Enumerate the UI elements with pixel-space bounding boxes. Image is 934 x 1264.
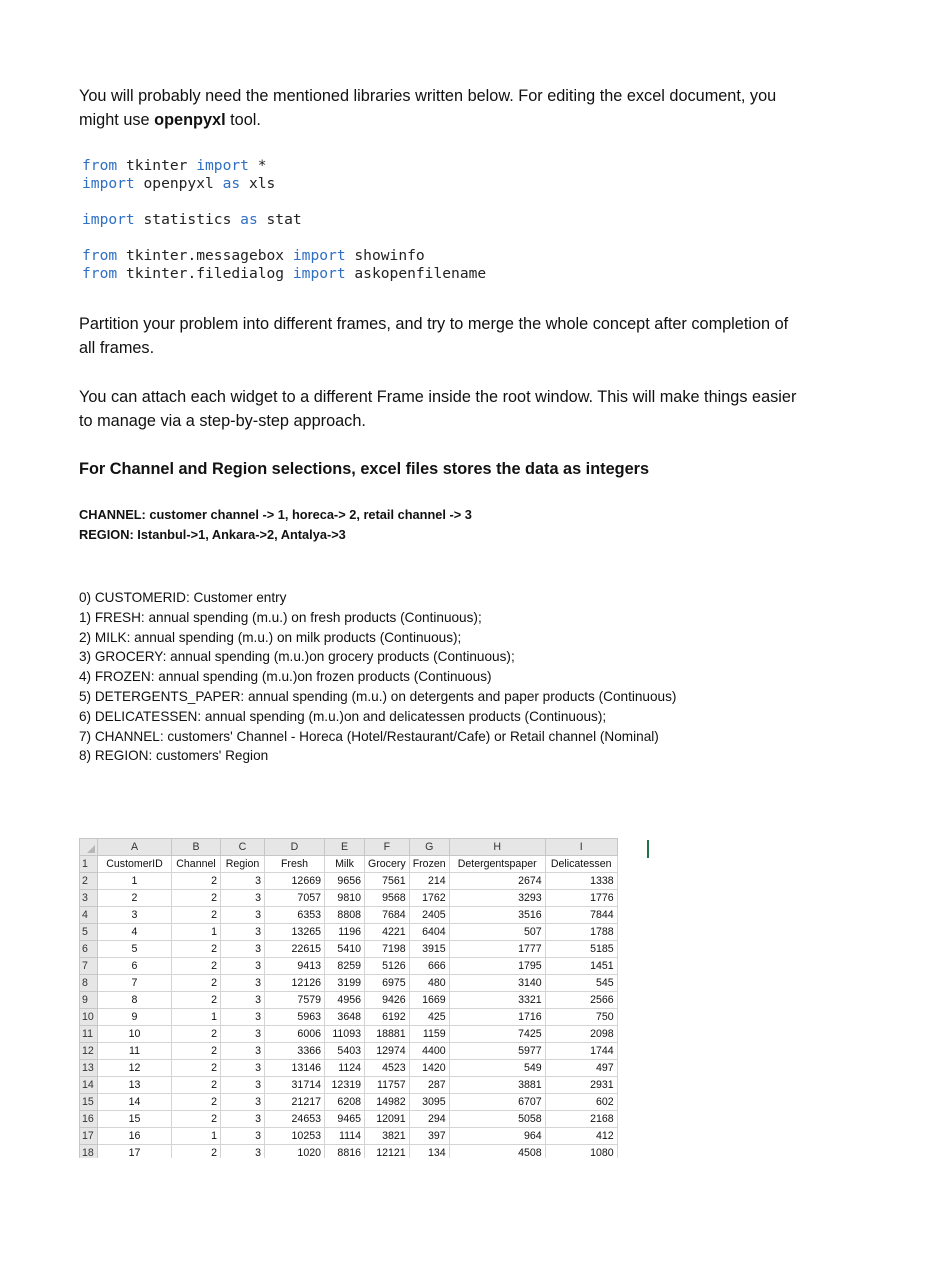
cell[interactable]: 3 xyxy=(221,975,265,992)
cell[interactable]: 1669 xyxy=(409,992,449,1009)
cell[interactable]: 31714 xyxy=(265,1077,325,1094)
row-number[interactable]: 12 xyxy=(80,1043,98,1060)
cell[interactable]: 3095 xyxy=(409,1094,449,1111)
column-header-h[interactable]: H xyxy=(449,839,545,856)
cell[interactable]: 1762 xyxy=(409,890,449,907)
cell[interactable]: 425 xyxy=(409,1009,449,1026)
cell[interactable]: 12 xyxy=(98,1060,172,1077)
table-row xyxy=(80,1043,618,1060)
cell[interactable]: 21217 xyxy=(265,1094,325,1111)
cell[interactable]: 6208 xyxy=(325,1094,365,1111)
table-row xyxy=(80,873,618,890)
cell[interactable]: 1795 xyxy=(449,958,545,975)
cell[interactable]: 3199 xyxy=(325,975,365,992)
header-cell[interactable]: Grocery xyxy=(365,856,410,873)
cell[interactable]: 7684 xyxy=(365,907,410,924)
cell[interactable]: 412 xyxy=(545,1128,617,1145)
cell[interactable]: 497 xyxy=(545,1060,617,1077)
intro-line-2-pre: might use xyxy=(79,111,155,129)
cell[interactable]: 7198 xyxy=(365,941,410,958)
header-cell[interactable]: Fresh xyxy=(265,856,325,873)
cell[interactable]: 3 xyxy=(221,1145,265,1159)
cell[interactable]: 3 xyxy=(221,1094,265,1111)
cell[interactable]: 6707 xyxy=(449,1094,545,1111)
section-heading: For Channel and Region selections, excel files stores the data as integers xyxy=(79,460,650,478)
spreadsheet-screenshot xyxy=(79,838,647,1158)
cell[interactable]: 134 xyxy=(409,1145,449,1159)
cell[interactable]: 4221 xyxy=(365,924,410,941)
cell[interactable]: 4956 xyxy=(325,992,365,1009)
column-header-e[interactable]: E xyxy=(325,839,365,856)
header-cell[interactable]: CustomerID xyxy=(98,856,172,873)
cell[interactable]: 12121 xyxy=(365,1145,410,1159)
cell[interactable]: 3881 xyxy=(449,1077,545,1094)
cell[interactable]: 1744 xyxy=(545,1043,617,1060)
row-number[interactable]: 8 xyxy=(80,975,98,992)
column-header-i[interactable]: I xyxy=(545,839,617,856)
cell[interactable]: 6192 xyxy=(365,1009,410,1026)
column-header-d[interactable]: D xyxy=(265,839,325,856)
cell[interactable]: 16 xyxy=(98,1128,172,1145)
intro-paragraph xyxy=(79,84,854,132)
row-number: 1 xyxy=(80,856,98,873)
cell[interactable]: 5403 xyxy=(325,1043,365,1060)
cell[interactable]: 294 xyxy=(409,1111,449,1128)
cell[interactable]: 3 xyxy=(221,1009,265,1026)
cell[interactable]: 18881 xyxy=(365,1026,410,1043)
cell[interactable]: 9413 xyxy=(265,958,325,975)
cell[interactable]: 3821 xyxy=(365,1128,410,1145)
cell[interactable]: 3 xyxy=(98,907,172,924)
cell[interactable]: 2 xyxy=(172,1145,221,1159)
cell[interactable]: 2 xyxy=(172,975,221,992)
intro-line-2-post: tool. xyxy=(225,111,261,129)
cell[interactable]: 9426 xyxy=(365,992,410,1009)
cell[interactable]: 2 xyxy=(172,1111,221,1128)
header-cell[interactable]: Detergentspaper xyxy=(449,856,545,873)
cell[interactable]: 1114 xyxy=(325,1128,365,1145)
cell[interactable]: 12126 xyxy=(265,975,325,992)
cell[interactable]: 2 xyxy=(172,1043,221,1060)
table-row xyxy=(80,975,618,992)
cell[interactable]: 2 xyxy=(172,941,221,958)
cell[interactable]: 3 xyxy=(221,992,265,1009)
cell[interactable]: 13265 xyxy=(265,924,325,941)
cell[interactable]: 5126 xyxy=(365,958,410,975)
cell[interactable]: 3516 xyxy=(449,907,545,924)
cell[interactable]: 11757 xyxy=(365,1077,410,1094)
row-number[interactable]: 3 xyxy=(80,890,98,907)
cell[interactable]: 10253 xyxy=(265,1128,325,1145)
attribute-item: 5) DETERGENTS_PAPER: annual spending (m.u.) on detergents and paper products (Continuous) xyxy=(79,688,677,704)
cell[interactable]: 3321 xyxy=(449,992,545,1009)
cell[interactable]: 1 xyxy=(172,1128,221,1145)
cell[interactable]: 3 xyxy=(221,1128,265,1145)
frames-line-1: You can attach each widget to a different Frame inside the root window. This will make things easier xyxy=(79,388,797,406)
code-line-5: from tkinter.filedialog import askopenfilename xyxy=(82,265,487,282)
cell[interactable]: 1451 xyxy=(545,958,617,975)
cell[interactable]: 750 xyxy=(545,1009,617,1026)
attribute-item: 1) FRESH: annual spending (m.u.) on fresh products (Continuous); xyxy=(79,609,482,625)
header-cell[interactable]: Delicatessen xyxy=(545,856,617,873)
cell[interactable]: 2 xyxy=(172,907,221,924)
cell[interactable]: 4523 xyxy=(365,1060,410,1077)
table-row xyxy=(80,941,618,958)
sheet-edge-indicator xyxy=(647,840,649,858)
cell[interactable]: 5058 xyxy=(449,1111,545,1128)
cell[interactable]: 3 xyxy=(221,890,265,907)
cell[interactable]: 3140 xyxy=(449,975,545,992)
row-number[interactable]: 14 xyxy=(80,1077,98,1094)
header-cell[interactable]: Frozen xyxy=(409,856,449,873)
cell[interactable]: 1420 xyxy=(409,1060,449,1077)
cell[interactable]: 7579 xyxy=(265,992,325,1009)
cell[interactable]: 214 xyxy=(409,873,449,890)
table-row xyxy=(80,958,618,975)
cell[interactable]: 12091 xyxy=(365,1111,410,1128)
table-row xyxy=(80,1145,618,1159)
attribute-item: 3) GROCERY: annual spending (m.u.)on grocery products (Continuous); xyxy=(79,649,515,665)
table-row xyxy=(80,924,618,941)
cell[interactable]: 5185 xyxy=(545,941,617,958)
cell[interactable]: 10 xyxy=(98,1026,172,1043)
cell[interactable]: 2 xyxy=(172,992,221,1009)
cell[interactable]: 9 xyxy=(98,1009,172,1026)
column-letter-row xyxy=(80,839,618,856)
cell[interactable]: 13 xyxy=(98,1077,172,1094)
header-cell[interactable]: Region xyxy=(221,856,265,873)
row-number[interactable]: 9 xyxy=(80,992,98,1009)
row-number[interactable]: 13 xyxy=(80,1060,98,1077)
cell[interactable]: 3 xyxy=(221,958,265,975)
table-row xyxy=(80,1009,618,1026)
cell[interactable]: 7844 xyxy=(545,907,617,924)
cell[interactable]: 8808 xyxy=(325,907,365,924)
cell[interactable]: 4508 xyxy=(449,1145,545,1159)
table-row xyxy=(80,907,618,924)
cell[interactable]: 1124 xyxy=(325,1060,365,1077)
row-number[interactable]: 5 xyxy=(80,924,98,941)
cell[interactable]: 1777 xyxy=(449,941,545,958)
cell[interactable]: 11093 xyxy=(325,1026,365,1043)
attribute-item: 4) FROZEN: annual spending (m.u.)on frozen products (Continuous) xyxy=(79,669,492,685)
header-cell[interactable]: Channel xyxy=(172,856,221,873)
cell[interactable]: 8816 xyxy=(325,1145,365,1159)
openpyxl-bold: openpyxl xyxy=(154,111,226,129)
code-line-3: import statistics as stat xyxy=(82,211,302,228)
cell[interactable]: 12669 xyxy=(265,873,325,890)
table-row xyxy=(80,992,618,1009)
table-row xyxy=(80,1077,618,1094)
cell[interactable]: 8 xyxy=(98,992,172,1009)
cell[interactable]: 1020 xyxy=(265,1145,325,1159)
row-number[interactable]: 2 xyxy=(80,873,98,890)
cell[interactable]: 4 xyxy=(98,924,172,941)
cell[interactable]: 17 xyxy=(98,1145,172,1159)
partition-paragraph xyxy=(79,312,854,360)
cell[interactable]: 3 xyxy=(221,907,265,924)
cell[interactable]: 13146 xyxy=(265,1060,325,1077)
header-cell[interactable]: Milk xyxy=(325,856,365,873)
cell[interactable]: 2 xyxy=(172,890,221,907)
cell[interactable]: 15 xyxy=(98,1111,172,1128)
column-header-c[interactable]: C xyxy=(221,839,265,856)
cell[interactable]: 3 xyxy=(221,1060,265,1077)
cell[interactable]: 3366 xyxy=(265,1043,325,1060)
cell[interactable]: 287 xyxy=(409,1077,449,1094)
cell[interactable]: 666 xyxy=(409,958,449,975)
cell[interactable]: 2 xyxy=(172,1077,221,1094)
cell[interactable]: 14 xyxy=(98,1094,172,1111)
cell[interactable]: 397 xyxy=(409,1128,449,1145)
cell[interactable]: 2098 xyxy=(545,1026,617,1043)
row-number[interactable]: 18 xyxy=(80,1145,98,1159)
attribute-item: 2) MILK: annual spending (m.u.) on milk products (Continuous); xyxy=(79,629,462,645)
cell[interactable]: 6975 xyxy=(365,975,410,992)
header-row xyxy=(80,856,618,873)
cell[interactable]: 2931 xyxy=(545,1077,617,1094)
cell[interactable]: 2405 xyxy=(409,907,449,924)
table-row xyxy=(80,1026,618,1043)
partition-line-2: all frames. xyxy=(79,339,155,357)
attribute-item: 6) DELICATESSEN: annual spending (m.u.)on and delicatessen products (Continuous); xyxy=(79,708,607,724)
row-number[interactable]: 16 xyxy=(80,1111,98,1128)
cell[interactable]: 5410 xyxy=(325,941,365,958)
attribute-item: 7) CHANNEL: customers' Channel - Horeca (Hotel/Restaurant/Cafe) or Retail channel (Nominal) xyxy=(79,728,659,744)
cell[interactable]: 4400 xyxy=(409,1043,449,1060)
row-number[interactable]: 10 xyxy=(80,1009,98,1026)
cell[interactable]: 5 xyxy=(98,941,172,958)
cell[interactable]: 6 xyxy=(98,958,172,975)
column-header-b[interactable]: B xyxy=(172,839,221,856)
cell[interactable]: 3915 xyxy=(409,941,449,958)
select-all-corner[interactable] xyxy=(80,839,98,856)
cell[interactable]: 7 xyxy=(98,975,172,992)
cell[interactable]: 6006 xyxy=(265,1026,325,1043)
frames-line-2: to manage via a step-by-step approach. xyxy=(79,412,366,430)
table-row xyxy=(80,1128,618,1145)
cell[interactable]: 3 xyxy=(221,873,265,890)
cell[interactable]: 480 xyxy=(409,975,449,992)
cell[interactable]: 1788 xyxy=(545,924,617,941)
cell[interactable]: 1 xyxy=(98,873,172,890)
attribute-item: 8) REGION: customers' Region xyxy=(79,748,269,764)
cell[interactable]: 602 xyxy=(545,1094,617,1111)
column-header-g[interactable]: G xyxy=(409,839,449,856)
cell[interactable]: 545 xyxy=(545,975,617,992)
row-number[interactable]: 4 xyxy=(80,907,98,924)
cell[interactable]: 1 xyxy=(172,924,221,941)
cell[interactable]: 12974 xyxy=(365,1043,410,1060)
cell[interactable]: 11 xyxy=(98,1043,172,1060)
region-mapping: REGION: Istanbul->1, Ankara->2, Antalya->3 xyxy=(79,527,346,542)
cell[interactable]: 549 xyxy=(449,1060,545,1077)
attribute-list xyxy=(79,588,676,766)
table-row xyxy=(80,1111,618,1128)
cell[interactable]: 9465 xyxy=(325,1111,365,1128)
cell[interactable]: 964 xyxy=(449,1128,545,1145)
cell[interactable]: 7057 xyxy=(265,890,325,907)
intro-line-1: You will probably need the mentioned libraries written below. For editing the excel document, you xyxy=(79,87,777,105)
row-number[interactable]: 6 xyxy=(80,941,98,958)
cell[interactable]: 2674 xyxy=(449,873,545,890)
cell[interactable]: 1159 xyxy=(409,1026,449,1043)
cell[interactable]: 1 xyxy=(172,1009,221,1026)
cell[interactable]: 14982 xyxy=(365,1094,410,1111)
code-line-2: import openpyxl as xls xyxy=(82,175,276,192)
cell[interactable]: 3 xyxy=(221,924,265,941)
partition-line-1: Partition your problem into different frames, and try to merge the whole concept after completion of xyxy=(79,315,789,333)
cell[interactable]: 2 xyxy=(172,873,221,890)
cell[interactable]: 3648 xyxy=(325,1009,365,1026)
cell[interactable]: 6404 xyxy=(409,924,449,941)
cell[interactable]: 9568 xyxy=(365,890,410,907)
cell[interactable]: 1196 xyxy=(325,924,365,941)
cell[interactable]: 3293 xyxy=(449,890,545,907)
cell[interactable]: 507 xyxy=(449,924,545,941)
cell[interactable]: 3 xyxy=(221,1026,265,1043)
column-header-a[interactable]: A xyxy=(98,839,172,856)
cell[interactable]: 1338 xyxy=(545,873,617,890)
cell[interactable]: 5963 xyxy=(265,1009,325,1026)
row-number[interactable]: 11 xyxy=(80,1026,98,1043)
cell[interactable]: 2 xyxy=(172,1026,221,1043)
cell[interactable]: 12319 xyxy=(325,1077,365,1094)
cell[interactable]: 9656 xyxy=(325,873,365,890)
cell[interactable]: 2 xyxy=(172,1060,221,1077)
cell[interactable]: 1716 xyxy=(449,1009,545,1026)
row-number[interactable]: 15 xyxy=(80,1094,98,1111)
cell[interactable]: 3 xyxy=(221,1111,265,1128)
channel-mapping: CHANNEL: customer channel -> 1, horeca-> 2, retail channel -> 3 xyxy=(79,507,472,522)
spreadsheet-table xyxy=(79,838,618,1158)
cell[interactable]: 3 xyxy=(221,941,265,958)
cell[interactable]: 2168 xyxy=(545,1111,617,1128)
column-header-f[interactable]: F xyxy=(365,839,410,856)
table-row xyxy=(80,1060,618,1077)
cell[interactable]: 2 xyxy=(172,1094,221,1111)
cell[interactable]: 5977 xyxy=(449,1043,545,1060)
table-row xyxy=(80,890,618,907)
cell[interactable]: 6353 xyxy=(265,907,325,924)
cell[interactable]: 1776 xyxy=(545,890,617,907)
cell[interactable]: 2566 xyxy=(545,992,617,1009)
row-number[interactable]: 17 xyxy=(80,1128,98,1145)
cell[interactable]: 22615 xyxy=(265,941,325,958)
cell[interactable]: 1080 xyxy=(545,1145,617,1159)
cell[interactable]: 2 xyxy=(98,890,172,907)
cell[interactable]: 24653 xyxy=(265,1111,325,1128)
cell[interactable]: 3 xyxy=(221,1043,265,1060)
cell[interactable]: 7425 xyxy=(449,1026,545,1043)
cell[interactable]: 9810 xyxy=(325,890,365,907)
cell[interactable]: 7561 xyxy=(365,873,410,890)
table-row xyxy=(80,1094,618,1111)
frames-paragraph xyxy=(79,385,854,433)
cell[interactable]: 3 xyxy=(221,1077,265,1094)
row-number[interactable]: 7 xyxy=(80,958,98,975)
cell[interactable]: 2 xyxy=(172,958,221,975)
cell[interactable]: 8259 xyxy=(325,958,365,975)
attribute-item: 0) CUSTOMERID: Customer entry xyxy=(79,590,287,605)
code-line-1: from tkinter import * xyxy=(82,157,267,174)
code-line-4: from tkinter.messagebox import showinfo xyxy=(82,247,425,264)
